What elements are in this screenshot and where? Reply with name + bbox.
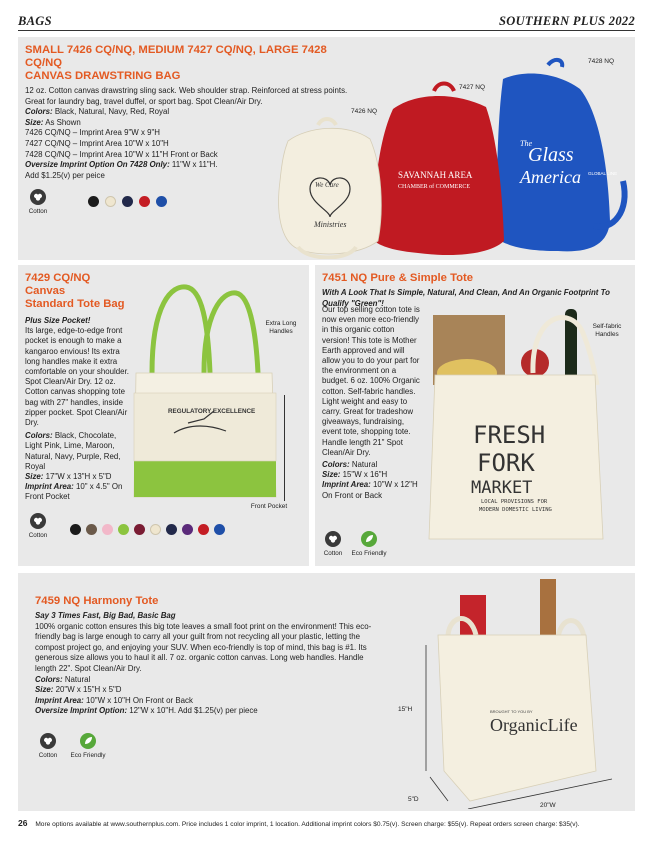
harmony-dim-width: 20"W bbox=[540, 802, 556, 809]
imprint-label: Imprint Area: bbox=[35, 695, 84, 705]
color-swatch bbox=[166, 524, 177, 535]
standard-colors: Black, Chocolate, Light Pink, Lime, Maroon, Natural, Navy, Purple, Red, Royal bbox=[25, 431, 121, 471]
standard-color-swatches bbox=[70, 524, 225, 535]
cotton-label: Cotton bbox=[323, 550, 343, 557]
sack-imprint-medium: 7427 CQ/NQ – Imprint Area 10"W x 10"H bbox=[25, 138, 169, 148]
simple-size: 15"W x 16"H bbox=[342, 470, 388, 480]
colors-label: Colors: bbox=[322, 460, 350, 470]
simple-tote-panel bbox=[315, 265, 635, 566]
imprint-label: Imprint Area: bbox=[25, 482, 74, 492]
simple-colors: Natural bbox=[351, 460, 378, 470]
standard-description: Its large, edge-to-edge front pocket is enough to make a kangaroo envious! Its extra long handles make it extra comfortable on your shoulder. Spot Clean/Air Dry. 12 oz. Cotton canvas shopping tote bag with 27" handles, inside zipper pocket. Spot Clean/Air Dry. bbox=[25, 326, 129, 428]
drawstring-bags-image bbox=[258, 51, 633, 259]
label-small: 7426 NQ bbox=[351, 108, 378, 115]
harmony-imprint: 10"W x 10"H On Front or Back bbox=[86, 695, 193, 705]
medium-print-title: SAVANNAH AREA bbox=[398, 170, 473, 180]
harmony-oversize: 12"W x 10"H. Add $1.25(v) per piece bbox=[129, 706, 258, 716]
color-swatch bbox=[139, 196, 150, 207]
standard-tote-image bbox=[130, 273, 280, 505]
harmony-bag-print-small: BROUGHT TO YOU BY bbox=[490, 709, 533, 714]
simple-print-1: FRESH bbox=[473, 421, 546, 449]
size-label: Size: bbox=[35, 685, 54, 695]
callout-extra-long-handles: Extra Long Handles bbox=[265, 320, 297, 335]
large-print-3: America bbox=[520, 167, 581, 187]
cotton-icon bbox=[30, 189, 46, 205]
eco-friendly-label: Eco Friendly bbox=[351, 550, 387, 557]
size-label: Size: bbox=[25, 117, 44, 127]
sack-color-swatches bbox=[88, 196, 167, 207]
page-number: 26 bbox=[18, 818, 28, 828]
simple-print-4: LOCAL PROVISIONS FOR bbox=[481, 499, 548, 505]
eco-friendly-label: Eco Friendly bbox=[70, 752, 106, 759]
harmony-colors: Natural bbox=[64, 674, 91, 684]
cotton-icon bbox=[325, 531, 341, 547]
harmony-dim-height: 15"H bbox=[398, 706, 413, 713]
callout-front-pocket: Front Pocket bbox=[250, 503, 288, 510]
callout-line-pocket bbox=[284, 395, 285, 501]
cotton-label: Cotton bbox=[28, 208, 48, 215]
color-swatch bbox=[198, 524, 209, 535]
sack-size: As Shown bbox=[45, 117, 81, 127]
large-print-1: The bbox=[520, 139, 532, 148]
harmony-tote-panel bbox=[18, 573, 635, 811]
cotton-icon bbox=[40, 733, 56, 749]
colors-label: Colors: bbox=[25, 107, 53, 117]
standard-imprint: 10" x 4.5" On Front Pocket bbox=[25, 482, 123, 502]
color-swatch bbox=[150, 524, 161, 535]
harmony-sub: Say 3 Times Fast, Big Bad, Basic Bag bbox=[35, 611, 176, 620]
color-swatch bbox=[134, 524, 145, 535]
color-swatch bbox=[86, 524, 97, 535]
imprint-label: Imprint Area: bbox=[322, 480, 371, 490]
cotton-badge bbox=[20, 513, 56, 539]
colors-label: Colors: bbox=[35, 674, 63, 684]
small-print-top: We Care bbox=[315, 181, 339, 189]
catalog-title: SOUTHERN PLUS 2022 bbox=[499, 14, 635, 28]
colors-label: Colors: bbox=[25, 431, 53, 441]
label-medium: 7427 NQ bbox=[459, 84, 486, 91]
leaf-icon bbox=[361, 531, 377, 547]
cotton-label: Cotton bbox=[28, 532, 48, 539]
oversize-label: Oversize Imprint Option On 7428 Only: bbox=[25, 160, 170, 170]
cotton-badge bbox=[30, 733, 66, 759]
color-swatch bbox=[102, 524, 113, 535]
simple-print-2: FORK bbox=[477, 449, 535, 477]
simple-title: 7451 NQ Pure & Simple Tote bbox=[322, 272, 474, 284]
page-header bbox=[18, 14, 635, 31]
standard-bag-print: REGULATORY EXCELLENCE bbox=[168, 408, 256, 415]
harmony-title: 7459 NQ Harmony Tote bbox=[35, 595, 159, 607]
standard-sub: Plus Size Pocket! bbox=[25, 316, 91, 325]
large-print-2: Glass bbox=[528, 144, 574, 166]
simple-imprint: 10"W x 12"H On Front or Back bbox=[322, 480, 418, 500]
simple-description: Our top selling cotton tote is now even more eco-friendly in this organic cotton version! This tote is Mother Earth approved and will allow you to do your part for the environment on a budget. 6 oz. 100% Organic cotton. Self-fabric handles. Light weight and easy to carry. Great for tradeshow giveaways, fundraising, event tote, shopping tote. Handle length 21" Spot Clean/Air Dry. bbox=[322, 305, 420, 457]
sack-description: 12 oz. Cotton canvas drawstring sling sack. Web shoulder strap. Reinforced at stress points. Great for laundry bag, travel duffel, or sport bag. Spot Clean/Air Dry. bbox=[25, 86, 348, 106]
callout-self-fabric-handles: Self-fabric Handles bbox=[592, 323, 622, 338]
eco-badge bbox=[347, 531, 391, 557]
harmony-tote-image bbox=[390, 575, 630, 809]
color-swatch bbox=[214, 524, 225, 535]
cotton-icon bbox=[30, 513, 46, 529]
eco-badge bbox=[66, 733, 110, 759]
sack-imprint-small: 7426 CQ/NQ – Imprint Area 9"W x 9"H bbox=[25, 128, 160, 138]
sack-subtitle: CANVAS DRAWSTRING BAG bbox=[25, 70, 181, 82]
harmony-dim-depth: 5"D bbox=[408, 796, 419, 803]
standard-tote-panel bbox=[18, 265, 309, 566]
sack-add-price: Add $1.25(v) per peice bbox=[25, 170, 105, 180]
simple-print-5: MODERN DOMESTIC LIVING bbox=[479, 507, 552, 513]
color-swatch bbox=[182, 524, 193, 535]
standard-title-2: Standard Tote Bag bbox=[25, 298, 125, 310]
color-swatch bbox=[88, 196, 99, 207]
color-swatch bbox=[105, 196, 116, 207]
standard-title-1: 7429 CQ/NQ Canvas bbox=[25, 272, 91, 297]
color-swatch bbox=[122, 196, 133, 207]
cotton-label: Cotton bbox=[38, 752, 58, 759]
leaf-icon bbox=[80, 733, 96, 749]
simple-sub: With A Look That Is Simple, Natural, And Clean, And An Organic Footprint To Qualify "Green"! bbox=[322, 288, 610, 308]
small-print-bottom: Ministries bbox=[314, 220, 347, 229]
sack-oversize: 11"W x 11"H. bbox=[171, 160, 218, 170]
sack-imprint-large: 7428 CQ/NQ – Imprint Area 10"W x 11"H Front or Back bbox=[25, 149, 218, 159]
simple-print-3: MARKET bbox=[471, 478, 533, 498]
page-footer bbox=[18, 818, 639, 828]
standard-size: 17"W x 13"H x 5"D bbox=[45, 472, 112, 482]
large-print-4: GLOBAL LINE bbox=[588, 171, 618, 176]
cotton-badge bbox=[20, 189, 56, 215]
sack-colors: Black, Natural, Navy, Red, Royal bbox=[54, 107, 170, 117]
footer-note: More options available at www.southernplus.com. Price includes 1 color imprint, 1 location. Additional imprint colors $0.75(v). Screen charge: $55(v). Repeat orders screen charge: $35(v). bbox=[35, 821, 580, 828]
harmony-description: 100% organic cotton ensures this big tote leaves a small foot print on the environment! This eco-friendly bag is large enough to carry all your guilt from not recycling all your plastic, letting the compost project go, and enjoying your SUV. When eco-friendly is top of mind, this bag is #1. Its generous size allows you to haul it all. 7 oz. organic cotton canvas. Long web handles. Handle length 22". Spot Clean/Air Dry. bbox=[35, 621, 372, 673]
color-swatch bbox=[118, 524, 129, 535]
color-swatch bbox=[156, 196, 167, 207]
section-title: BAGS bbox=[18, 14, 52, 28]
cotton-badge bbox=[315, 531, 351, 557]
label-large: 7428 NQ bbox=[588, 58, 615, 65]
color-swatch bbox=[70, 524, 81, 535]
sack-title: SMALL 7426 CQ/NQ, MEDIUM 7427 CQ/NQ, LARGE 7428 CQ/NQ bbox=[25, 44, 327, 69]
medium-print-sub: CHAMBER of COMMERCE bbox=[398, 184, 471, 190]
sack-panel bbox=[18, 37, 635, 260]
size-label: Size: bbox=[25, 472, 44, 482]
harmony-size: 20"W x 15"H x 5"D bbox=[55, 685, 122, 695]
oversize-label: Oversize Imprint Option: bbox=[35, 706, 128, 716]
size-label: Size: bbox=[322, 470, 341, 480]
harmony-bag-print: OrganicLife bbox=[490, 715, 578, 735]
